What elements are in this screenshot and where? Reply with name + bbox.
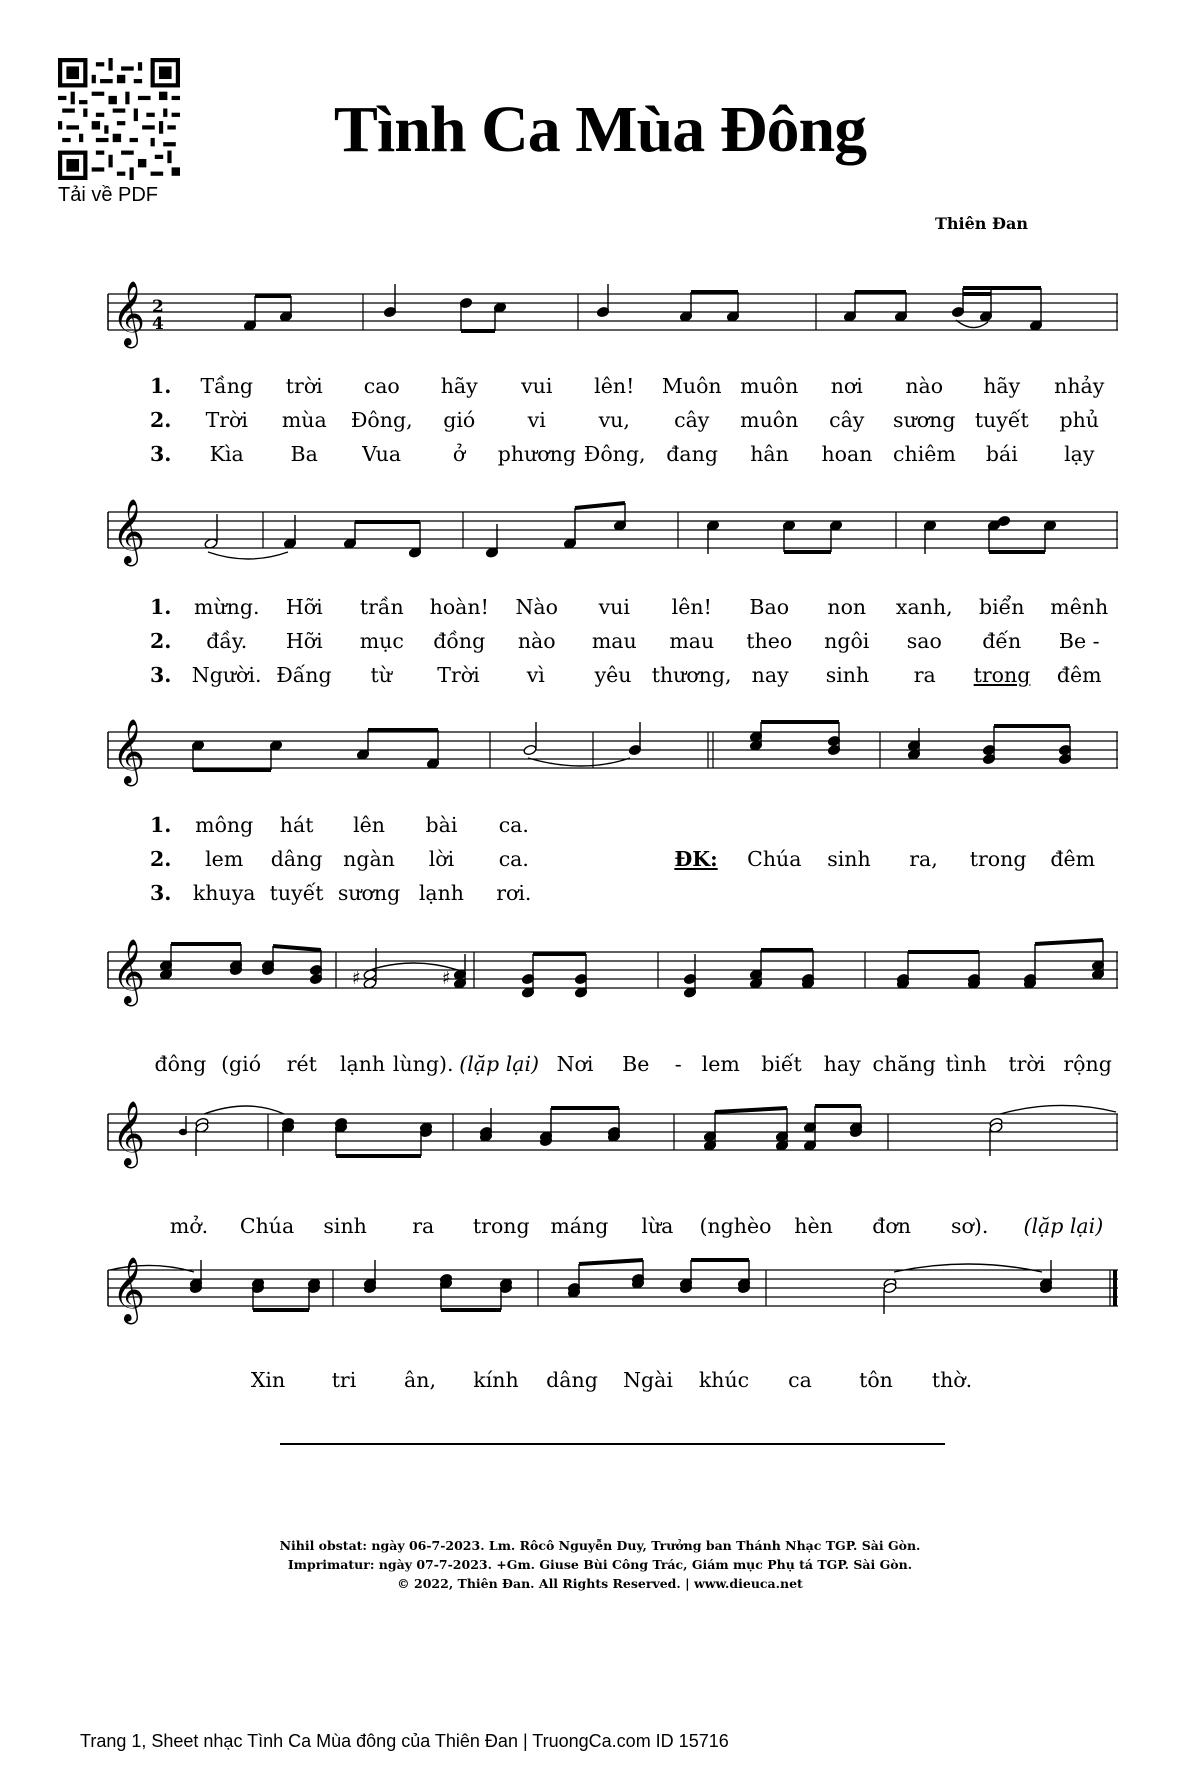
svg-text:2: 2 [152, 297, 164, 317]
page-footer: Trang 1, Sheet nhạc Tình Ca Mùa đông của Thiên Đan | TruongCa.com ID 15716 [80, 1731, 729, 1751]
download-pdf-link[interactable]: Tải về PDF [58, 184, 159, 206]
svg-text:4: 4 [152, 314, 164, 334]
lyrics-s2-v1: 1. mừng. Hỡi trần hoàn! Nào vui lên! Bao non xanh, biển mênh [150, 595, 1109, 619]
treble-clef-icon: 𝄞 [112, 719, 146, 784]
staff-system-4 [108, 940, 1118, 1010]
lyrics-s1-v2: 2. Trời mùa Đông, gió vi vu, cây muôn cây sương tuyết phủ [150, 408, 1100, 432]
imprimatur: Imprimatur: ngày 07-7-2023. +Gm. Giuse Bùi Công Trác, Giám mục Phụ tá TGP. Sài Gòn. [287, 1557, 913, 1572]
lyrics-s1-v3: 3. Kìa Ba Vua ở phương Đông, đang hân hoan chiêm bái lạy [150, 442, 1095, 466]
lyrics-s2-v2: 2. đầy. Hỡi mục đồng nào mau mau theo ngôi sao đến Be - [150, 629, 1100, 653]
sharp-icon: ♯ [352, 968, 361, 989]
copyright: © 2022, Thiên Đan. All Rights Reserved. | www.dieuca.net [397, 1576, 803, 1591]
treble-clef-icon: 𝄞 [112, 1101, 146, 1166]
sharp-icon: ♯ [442, 968, 451, 989]
treble-clef-icon: 𝄞 [112, 939, 146, 1004]
treble-clef-icon: 𝄞 [112, 281, 146, 346]
staff-system-6 [108, 1258, 1118, 1328]
lyrics-s3-v2: 2. lem dâng ngàn lời ca. [150, 847, 529, 871]
lyrics-s4: đông (gió rét lạnh lùng). (lặp lại) Nơi Be - lem biết hay chăng tình trời rộng [154, 1052, 1112, 1076]
lyrics-s1-v1: 1. Tầng trời cao hãy vui lên! Muôn muôn nơi nào hãy nhảy [150, 374, 1105, 398]
composer-name: Thiên Đan [935, 214, 1028, 233]
song-title: Tình Ca Mùa Đông [333, 93, 867, 166]
lyrics-s5: mở. Chúa sinh ra trong máng lừa (nghèo hèn đơn sơ). (lặp lại) [169, 1214, 1104, 1238]
staff-system-2 [108, 500, 1118, 570]
lyrics-s3-v3: 3. khuya tuyết sương lạnh rơi. [150, 881, 532, 905]
staff-system-1 [108, 282, 1118, 352]
treble-clef-icon: 𝄞 [112, 499, 146, 564]
lyrics-s3-refrain: ĐK: Chúa sinh ra, trong đêm [674, 847, 1096, 871]
lyrics-s6: Xin tri ân, kính dâng Ngài khúc ca tôn thờ. [250, 1368, 973, 1392]
lyrics-s3-v1: 1. mông hát lên bài ca. [150, 813, 529, 837]
nihil-obstat: Nihil obstat: ngày 06-7-2023. Lm. Rôcô Nguyễn Duy, Trưởng ban Thánh Nhạc TGP. Sài Gòn. [279, 1538, 921, 1553]
staff-system-5 [108, 1102, 1118, 1172]
footer-divider [280, 1443, 945, 1445]
treble-clef-icon: 𝄞 [112, 1257, 146, 1322]
lyrics-s2-v3: 3. Người. Đấng từ Trời vì yêu thương, nay sinh ra trong đêm [150, 663, 1102, 687]
staff-system-3 [108, 720, 1118, 790]
